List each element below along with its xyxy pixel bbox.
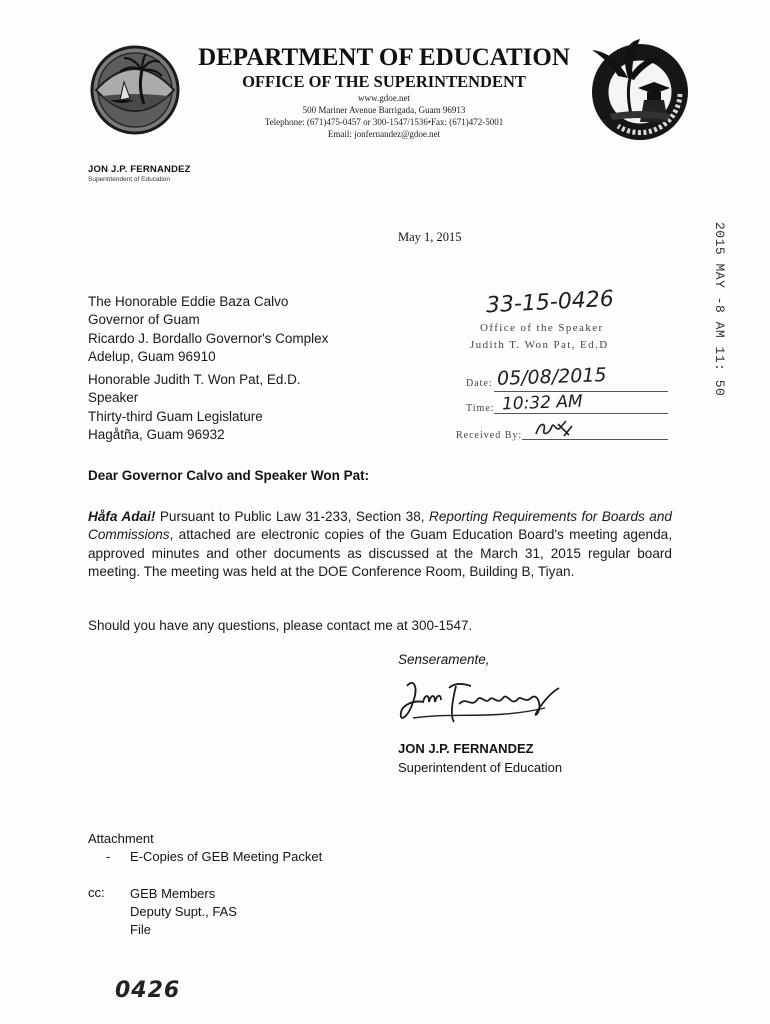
cc-label: cc: [88,885,105,900]
recipient-line: Honorable Judith T. Won Pat, Ed.D. [88,372,301,387]
recipient-line: Adelup, Guam 96910 [88,349,216,365]
stamp-date-value: 05/08/2015 [496,364,607,390]
phone-fax: Telephone: (671)475-0457 or 300-1547/1536•Fax: (671)472-5001 [264,117,504,127]
signer-name: JON J.P. FERNANDEZ [398,741,534,756]
guam-seal-icon [90,44,180,136]
recipient-line: Governor of Guam [88,312,200,328]
signature [393,672,569,734]
received-initials [534,418,574,440]
cc-recipient: Deputy Supt., FAS [130,904,237,919]
report-title: Reporting Requirements for Boards and Commissions [88,509,672,543]
received-timestamp: 2015 MAY -8 AM 11: 50 [712,222,727,397]
stamp-received-label: Received By: [456,430,523,441]
cc-list [130,885,237,939]
recipient-line: Hagåtña, Guam 96932 [88,427,225,443]
signer-title: Superintendent of Education [398,760,563,775]
stamp-office: Office of the Speaker [480,322,604,334]
letterhead [170,44,598,140]
recipient-line: Speaker [88,390,139,406]
doe-seal-icon [588,36,692,142]
body-paragraph [88,508,672,581]
stamp-speaker: Judith T. Won Pat, Ed.D [470,339,609,351]
body-text: , attached are electronic copies of the Guam Education Board's meeting agenda, approved minutes and other documents as discussed at the March 31, 2015 regular board meeting. The meeting was held at the DOE Conference Room, Building B, Tiyan. [88,527,672,579]
attachment-bullet: - [106,849,111,864]
cc-recipient: File [130,922,151,937]
stamp-time-label: Time: [466,403,495,414]
department-name: DEPARTMENT OF EDUCATION [198,44,570,71]
recipient-line: The Honorable Eddie Baza Calvo [88,294,289,309]
recipient-block [88,293,328,367]
cc-recipient: GEB Members [130,886,216,901]
contact-line: Should you have any questions, please contact me at 300-1547. [88,618,473,633]
page-stamp: 0426 [115,978,181,1003]
stamp-date-label: Date: [466,378,493,389]
letter-date: May 1, 2015 [398,230,462,244]
valediction: Senseramente, [398,652,490,667]
attachment-item: E-Copies of GEB Meeting Packet [130,849,323,864]
greeting: Håfa Adai! [88,509,156,524]
office-name: OFFICE OF THE SUPERINTENDENT [242,72,526,91]
email: Email: jonfernandez@gdoe.net [327,129,441,139]
stamp-time-value: 10:32 AM [501,391,584,415]
recipient-line: Thirty-third Guam Legislature [88,408,263,424]
salutation: Dear Governor Calvo and Speaker Won Pat: [88,468,370,483]
attachment-label: Attachment [88,831,154,846]
sender-header-name: JON J.P. FERNANDEZ [88,164,191,175]
tracking-number: 33-15-0426 [485,286,615,319]
body-text: Pursuant to Public Law 31-233, Section 38, [155,509,430,524]
sender-header [88,164,191,184]
recipient-line: Ricardo J. Bordallo Governor's Complex [88,330,329,346]
street-address: 500 Mariner Avenue Barrigada, Guam 96913 [302,105,466,115]
recipient-block [88,371,301,445]
sender-header-title: Superintendent of Education [88,176,171,183]
website: www.gdoe.net [358,93,410,103]
